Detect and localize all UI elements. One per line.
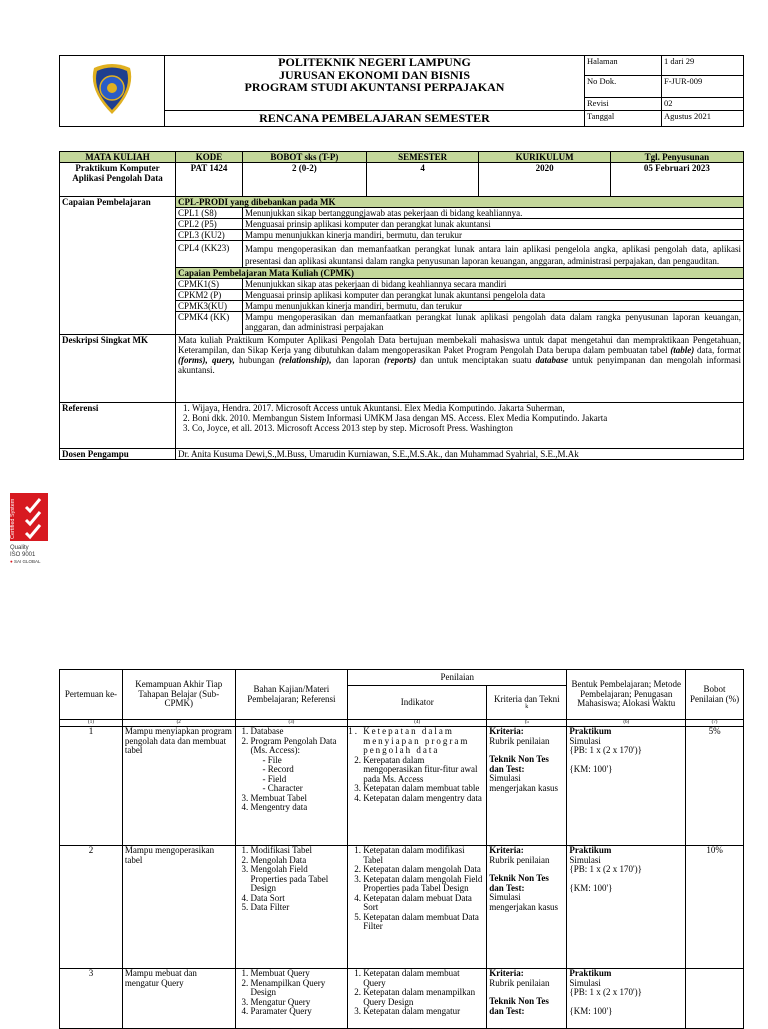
- cpmk-code: CPKM2 (P): [176, 290, 243, 301]
- referensi-label: Referensi: [60, 403, 176, 449]
- course-semester: 4: [366, 163, 479, 197]
- list-item: - Field: [263, 775, 346, 785]
- list-item: 1. Ketepatan dalam menyiapan program pengolah data: [363, 727, 484, 756]
- dosen-value: Dr. Anita Kusuma Dewi,S.,M.Buss, Umarudin Kurniawan, S.E.,M.S.Ak., dan Muhammad Syahrial, S.E.,M.Ak: [176, 449, 744, 460]
- header-indikator: Indikator: [348, 686, 487, 720]
- list-item: 2. Mengolah Data: [251, 856, 346, 866]
- department-name: JURUSAN EKONOMI DAN BISNIS: [278, 67, 471, 82]
- cpl-code: CPL4 (KK23): [176, 241, 243, 268]
- list-item: 3. Mengolah Field Properties pada Tabel Design: [251, 865, 346, 894]
- kemampuan-text: Mampu mebuat dan mengatur Query: [122, 969, 235, 1029]
- cpl-text: Menunjukkan sikap bertanggungjawab atas pekerjaan di bidang keahliannya.: [243, 208, 744, 219]
- list-item: 3. Mengatur Query: [251, 998, 346, 1008]
- kriteria-cell: Kriteria: Rubrik penilaian Teknik Non Tes dan Test: Simulasi mengerjakan kasus: [487, 727, 567, 846]
- col-number: (6): [567, 720, 686, 727]
- program-name: PROGRAM STUDI AKUNTANSI PERPAJAKAN: [244, 80, 505, 94]
- list-item: 1. Database: [251, 727, 346, 737]
- list-item: - Record: [263, 765, 346, 775]
- header-bahan: Bahan Kajian/Materi Pembelajaran; Referensi: [235, 670, 348, 720]
- list-item: - File: [263, 756, 346, 766]
- meta-value: F-JUR-009: [662, 76, 744, 98]
- iso-certification-badge: [10, 493, 66, 577]
- referensi-item: 2. Boni dkk. 2010. Membangun Sistem Informasi UMKM Jasa dengan MS. Access. Elex Media Komputindo. Jakarta: [192, 413, 741, 423]
- header-kriteria: Kriteria dan Tekni k: [487, 686, 567, 720]
- referensi-item: 1. Wijaya, Hendra. 2017. Microsoft Access untuk Akuntansi. Elex Media Komputindo. Jakarta Suherman,: [192, 403, 741, 413]
- badge-line2: ISO 9001: [10, 552, 36, 558]
- meta-label: Revisi: [585, 98, 662, 111]
- meta-value: 02: [662, 98, 744, 111]
- cpmk-code: CPMK1(S): [176, 279, 243, 290]
- header-pertemuan: Pertemuan ke-: [60, 670, 123, 720]
- badge-line1: Quality: [10, 545, 29, 551]
- document-header: [59, 55, 744, 127]
- bobot-value: [686, 969, 744, 1029]
- col-number: (1): [60, 720, 123, 727]
- meta-label: Tanggal: [585, 111, 662, 127]
- polinela-logo-icon: [84, 62, 140, 118]
- list-item: 1. Modifikasi Tabel: [251, 846, 346, 856]
- list-item: 2. Ketepatan dalam menampilkan Query Design: [363, 988, 484, 1007]
- list-item: 5. Data Filter: [251, 903, 346, 913]
- pertemuan-number: 3: [60, 969, 123, 1029]
- kemampuan-text: Mampu menyiapkan program pengolah data dan membuat tabel: [122, 727, 235, 846]
- col-header: Tgl. Penyusunan: [610, 152, 743, 163]
- list-item: - Character: [263, 784, 346, 794]
- cpmk-title: Capaian Pembelajaran Mata Kuliah (CPMK): [176, 268, 744, 279]
- cpl-text: Mampu mengoperasikan dan memanfaatkan perangkat lunak antara lain aplikasi pengelola angka, aplikasi pengolah data, aplikasi presentasi dan aplikasi akuntansi dalam rangka penyusunan laporan keuangan, anggaran, administrasi perpajakan, dan pengauditan.: [243, 241, 744, 268]
- meta-label: Halaman: [585, 56, 662, 76]
- col-number: (5: [487, 720, 567, 727]
- cpmk-text: Mampu menunjukkan kinerja mandiri, bermutu, dan terukur: [243, 301, 744, 312]
- bobot-value: 10%: [686, 846, 744, 969]
- institution-name: POLITEKNIK NEGERI LAMPUNG: [278, 55, 471, 69]
- cpl-text: Menguasai prinsip aplikasi komputer dan perangkat lunak akuntansi: [243, 219, 744, 230]
- list-item: 2. Menampilkan Query Design: [251, 979, 346, 998]
- cpmk-text: Mampu mengoperasikan dan memanfaatkan perangkat lunak aplikasi pengolah data dalam rangka penyusunan laporan keuangan, anggaran, dan administrasi perpajakan: [243, 312, 744, 335]
- kriteria-cell: Kriteria: Rubrik penilaian Teknik Non Tes dan Test:: [487, 969, 567, 1029]
- col-header: KODE: [176, 152, 243, 163]
- institution-title-block: [165, 56, 585, 111]
- course-code: PAT 1424: [176, 163, 243, 197]
- pertemuan-number: 1: [60, 727, 123, 846]
- list-item: 1. Ketepatan dalam membuat Query: [363, 969, 484, 988]
- cp-label: Capaian Pembelajaran: [60, 197, 176, 335]
- bahan-list: [235, 727, 348, 846]
- cpl-text: Mampu menunjukkan kinerja mandiri, bermutu, dan terukur: [243, 230, 744, 241]
- list-item: 2. Kerepatan dalam mengoperasikan fitur-fitur awal pada Ms. Access: [363, 756, 484, 785]
- table-row: [60, 969, 744, 1029]
- bentuk-cell: Praktikum Simulasi {PB: 1 x (2 x 170')} {KM: 100'}: [567, 727, 686, 846]
- course-sks: 2 (0-2): [243, 163, 367, 197]
- bentuk-cell: Praktikum Simulasi {PB: 1 x (2 x 170')} {KM: 100'}: [567, 969, 686, 1029]
- list-item: 3. Ketepatan dalam mengolah Field Properties pada Tabel Design: [363, 875, 484, 894]
- col-header: KURIKULUM: [479, 152, 610, 163]
- meta-value: 1 dari 29: [662, 56, 744, 76]
- indikator-list: [348, 969, 487, 1029]
- kriteria-cell: Kriteria: Rubrik penilaian Teknik Non Tes dan Test: Simulasi mengerjakan kasus: [487, 846, 567, 969]
- list-item: 3. Ketepatan dalam membuat table: [363, 784, 484, 794]
- meta-value: Agustus 2021: [662, 111, 744, 127]
- list-item: 5. Ketepatan dalam membuat Data Filter: [363, 913, 484, 932]
- pertemuan-number: 2: [60, 846, 123, 969]
- deskripsi-text: Mata kuliah Praktikum Komputer Aplikasi Pengolah Data bertujuan membekali mahasiswa untuk dapat mengetahui dan mempraktikaan Pengetahuan, Keterampilan, dan Sikap Kerja yang dibutuhkan dalam mengoperasikan Paket Program Pengolah Data berupa dalam pembuatan tabel (table) data, format (forms), query, hubungan (relationship), dan laporan (reports) dan untuk menciptakan suatu database untuk penyimpanan dan mengolah informasi akuntansi.: [176, 335, 744, 403]
- table-row: [60, 727, 744, 846]
- list-item: 4. Data Sort: [251, 894, 346, 904]
- col-header: BOBOT sks (T-P): [243, 152, 367, 163]
- referensi-list: [176, 403, 744, 449]
- cpmk-code: CPMK4 (KK): [176, 312, 243, 335]
- cpl-code: CPL3 (KU2): [176, 230, 243, 241]
- col-number: (7): [686, 720, 744, 727]
- list-item: 1. Ketepatan dalam modifikasi Tabel: [363, 846, 484, 865]
- col-number: (3): [235, 720, 348, 727]
- badge-side-text: Certified System: [10, 498, 16, 539]
- cpl-title: CPL-PRODI yang dibebankan pada MK: [176, 197, 744, 208]
- header-kemampuan: Kemampuan Akhir Tiap Tahapan Belajar (Sub-CPMK): [122, 670, 235, 720]
- dosen-label: Dosen Pengampu: [60, 449, 176, 460]
- list-item: 3. Ketepatan dalam mengatur: [363, 1007, 484, 1017]
- badge-brand: ● SAI GLOBAL: [10, 559, 41, 564]
- list-item: 2. Ketepatan dalam mengolah Data: [363, 865, 484, 875]
- cpmk-text: Menguasai prinsip aplikasi komputer dan perangkat lunak akuntansi pengelola data: [243, 290, 744, 301]
- indikator-list: [348, 727, 487, 846]
- course-info-table: [59, 151, 744, 460]
- col-number: (2: [122, 720, 235, 727]
- header-bentuk: Bentuk Pembelajaran; Metode Pembelajaran; Penugasan Mahasiswa; Alokasi Waktu: [567, 670, 686, 720]
- rps-table: [59, 669, 744, 1029]
- course-name: Praktikum Komputer Aplikasi Pengolah Data: [60, 163, 176, 197]
- bahan-list: [235, 846, 348, 969]
- col-number: (4): [348, 720, 487, 727]
- list-item: 1. Membuat Query: [251, 969, 346, 979]
- certified-system-icon: [10, 493, 48, 541]
- course-curriculum: 2020: [479, 163, 610, 197]
- list-item: 4. Ketepatan dalam mengentry data: [363, 794, 484, 804]
- col-header: MATA KULIAH: [60, 152, 176, 163]
- table-row: [60, 846, 744, 969]
- header-bobot: Bobot Penilaian (%): [686, 670, 744, 720]
- meta-label: No Dok.: [585, 76, 662, 98]
- col-header: SEMESTER: [366, 152, 479, 163]
- list-item: 4. Paramater Query: [251, 1007, 346, 1017]
- logo-cell: [60, 56, 165, 127]
- list-item: 2. Program Pengolah Data (Ms. Access): - File - Record - Field - Character: [251, 737, 346, 794]
- cpl-code: CPL1 (S8): [176, 208, 243, 219]
- course-date: 05 Februari 2023: [610, 163, 743, 197]
- indikator-list: [348, 846, 487, 969]
- list-item: 3. Membuat Tabel: [251, 794, 346, 804]
- list-item: 4. Mengentry data: [251, 803, 346, 813]
- bentuk-cell: Praktikum Simulasi {PB: 1 x (2 x 170')} {KM: 100'}: [567, 846, 686, 969]
- cpmk-code: CPMK3(KU): [176, 301, 243, 312]
- cpmk-text: Menunjukkan sikap atas pekerjaan di bidang keahliannya secara mandiri: [243, 279, 744, 290]
- bobot-value: 5%: [686, 727, 744, 846]
- list-item: 4. Ketepatan dalam mebuat Data Sort: [363, 894, 484, 913]
- header-penilaian: Penilaian: [348, 670, 567, 686]
- deskripsi-label: Deskripsi Singkat MK: [60, 335, 176, 403]
- document-title: RENCANA PEMBELAJARAN SEMESTER: [165, 111, 585, 127]
- cpl-code: CPL2 (P5): [176, 219, 243, 230]
- kemampuan-text: Mampu mengoperasikan tabel: [122, 846, 235, 969]
- referensi-item: 3. Co, Joyce, et all. 2013. Microsoft Access 2013 step by step. Microsoft Press. Washington: [192, 423, 741, 433]
- bahan-list: [235, 969, 348, 1029]
